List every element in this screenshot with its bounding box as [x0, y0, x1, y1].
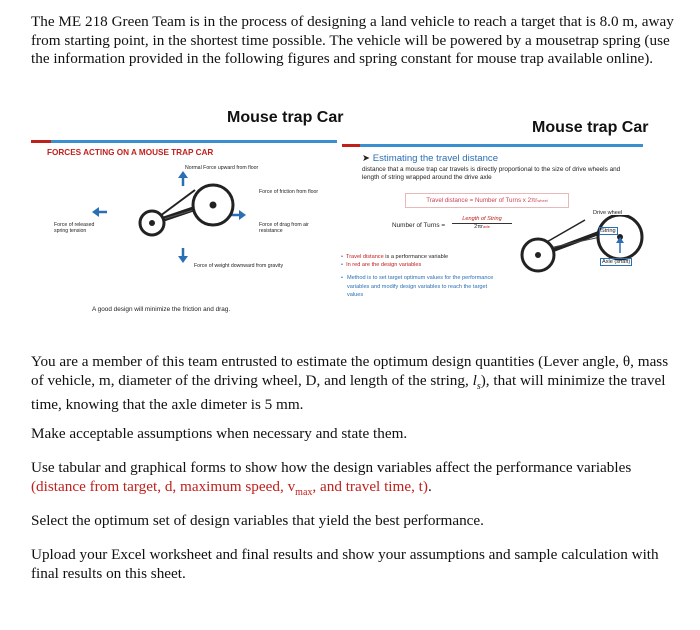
right-blue-bar: [360, 144, 643, 147]
right-red-bar: [342, 144, 360, 147]
task-paragraph-5: Upload your Excel worksheet and final results and show your assumptions and sample calculation with final results on this sheet.: [31, 546, 659, 582]
mouse-trap-car-icon: [140, 185, 233, 235]
drive-wheel-label: Drive wheel: [593, 210, 623, 216]
formula1-text: Travel distance = Number of Turns x 2πr: [426, 197, 538, 204]
task-p1-end: ), that will minimize the travel time, knowing that the axle dimeter is 5 mm.: [31, 371, 666, 414]
bullet-item-1: • Travel distance is a performance variable: [341, 254, 449, 260]
task-p1-s: s: [476, 380, 481, 392]
spring-force-label: Force of released spring tension: [54, 222, 95, 234]
task-p1-l: l: [472, 371, 477, 389]
formula2-den-sub: axle: [482, 225, 490, 229]
formula2-numerator: Length of String: [452, 216, 512, 224]
formula2-denominator: 2πr: [474, 224, 483, 230]
drag-force-label: Force of drag from air resistance: [259, 222, 309, 234]
task-p3-red-sub: max: [295, 486, 313, 498]
bullet3-text: Method is to set target optimum values for the performance variables and modify design variables to reach the target values: [346, 275, 494, 298]
weight-force-arrow-icon: [178, 248, 188, 263]
left-red-bar: [31, 140, 51, 143]
formula-box: [405, 193, 569, 208]
formula2-lhs: Number of Turns =: [392, 222, 446, 229]
normal-force-label: Normal Force upward from floor: [185, 165, 259, 171]
normal-force-arrow-icon: [178, 171, 188, 186]
bullet1-rest: is a performance variable: [383, 254, 449, 260]
left-figure-heading: FORCES ACTING ON A MOUSE TRAP CAR: [47, 148, 214, 157]
friction-force-label: Force of friction from floor: [259, 189, 319, 195]
forces-diagram: [45, 160, 305, 280]
right-figure-description: distance that a mouse trap car travels is directly proportional to the size of drive wheels and length of string wrapped around the drive axle: [362, 166, 621, 181]
left-blue-bar: [51, 140, 337, 143]
drive-wheel-diagram: [510, 215, 650, 280]
bullet-list: [341, 253, 511, 299]
bullet2-text: In red are the design variables: [346, 262, 422, 269]
task-paragraph-4: Select the optimum set of design variables that yield the best performance.: [31, 512, 484, 529]
left-figure-title: Mouse trap Car: [227, 109, 344, 126]
bullet-item-3: • Method is to set target optimum values for the performance variables and modify design variables to reach the target values: [341, 274, 511, 299]
task-p3-period: .: [427, 477, 432, 495]
right-heading-text: Estimating the travel distance: [372, 153, 499, 164]
bullet-item-2: • In red are the design variables: [341, 262, 422, 269]
task-paragraph-2: Make acceptable assumptions when necessary and state them.: [31, 425, 408, 442]
task-p3-start: Use tabular and graphical forms to show how the design variables affect the performance variables: [31, 459, 632, 476]
intro-paragraph: The ME 218 Green Team is in the process of designing a land vehicle to reach a target that is 8.0 m, away from starting point, in the shortest time possible. The vehicle will be powered by a mousetrap spring (use the information provided in the following figures and spring constant for mouse trap available online).: [31, 13, 674, 67]
right-figure-heading: [362, 153, 498, 164]
formula1-sub: wheel: [537, 198, 548, 203]
arrow-bullet-icon: ➤: [362, 153, 371, 164]
formula2-fraction: [452, 216, 512, 231]
string-label: String: [601, 228, 616, 234]
left-figure-caption: A good design will minimize the friction and drag.: [92, 306, 231, 313]
task-p1-start: You are a member of this team entrusted to estimate the optimum design quantities (Lever angle, θ, mass of vehicle, m, diameter of the driving wheel, D, and length of the string,: [31, 353, 669, 389]
axle-label: Axle (shaft): [602, 259, 631, 265]
spring-force-arrow-icon: [92, 207, 107, 217]
task-paragraph-3: [31, 459, 676, 502]
task-p3-red-end: , and travel time, t): [312, 477, 428, 495]
formula2: [392, 222, 445, 229]
weight-force-label: Force of weight downward from gravity: [194, 263, 284, 269]
task-paragraph-1: [31, 353, 676, 415]
task-p3-red-start: (distance from target, d, maximum speed, v: [31, 477, 296, 495]
right-figure-title: Mouse trap Car: [532, 119, 649, 136]
bullet1-red: Travel distance: [345, 254, 384, 260]
